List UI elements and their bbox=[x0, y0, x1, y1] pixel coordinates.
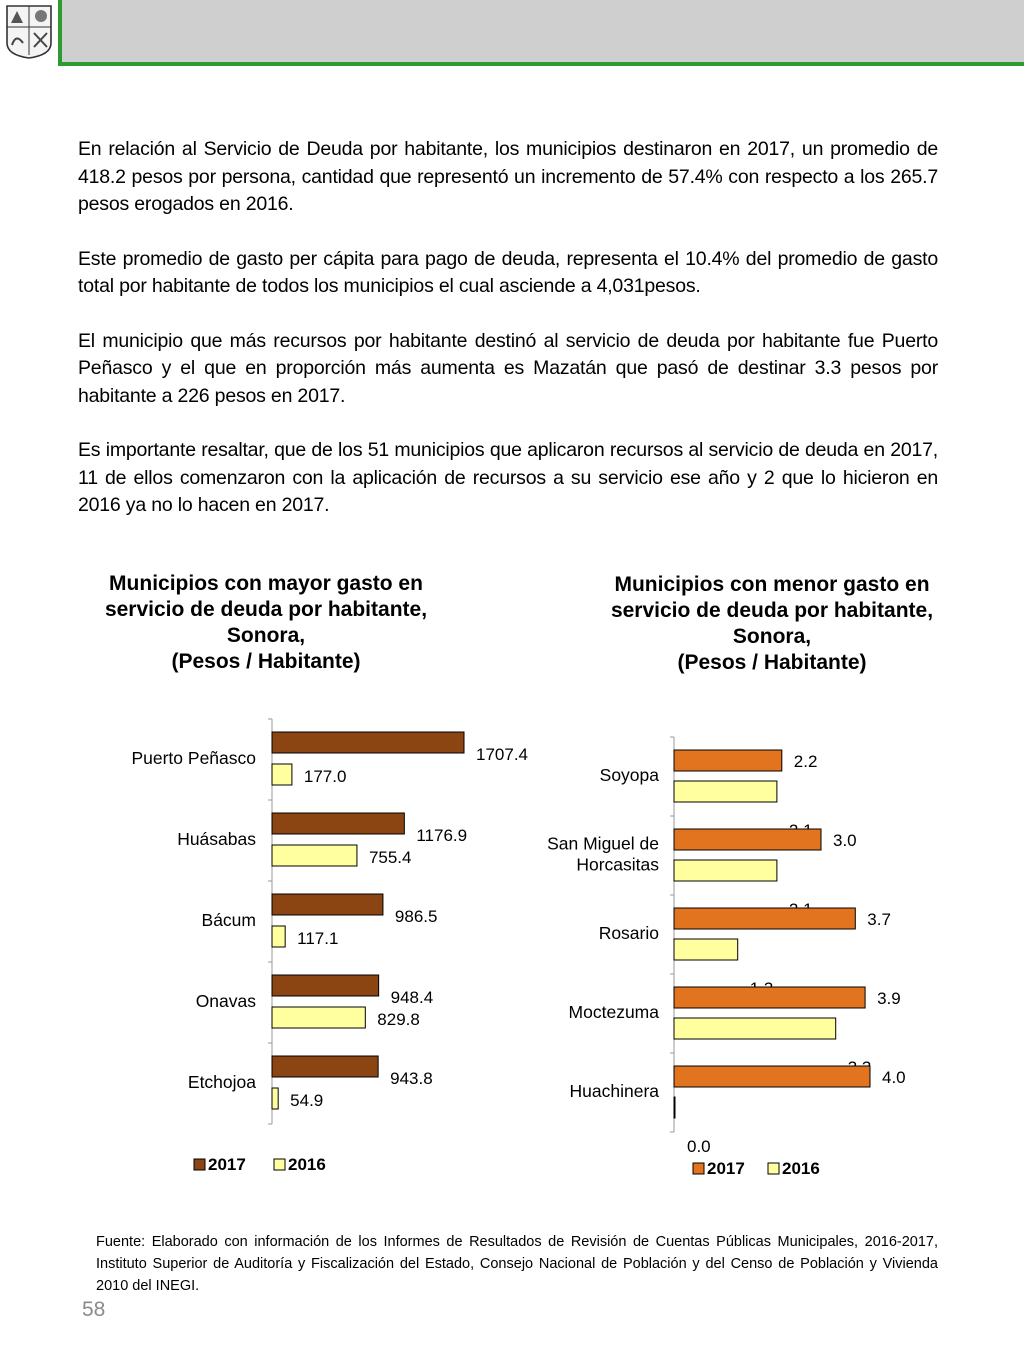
data-label: 943.8 bbox=[390, 1069, 433, 1088]
data-label: 3.0 bbox=[833, 831, 857, 850]
data-label: 3.9 bbox=[877, 989, 901, 1008]
category-label: Rosario bbox=[598, 923, 659, 943]
bar-2017 bbox=[272, 1056, 378, 1077]
data-label: 4.0 bbox=[882, 1068, 906, 1087]
right-chart-title bbox=[568, 572, 976, 676]
data-label: 54.9 bbox=[290, 1091, 324, 1110]
paragraph-1: En relación al Servicio de Deuda por habitante, los municipios destinaron en 2017, un promedio de 418.2 pesos por persona, cantidad que representó un incremento de 57.4% con respecto a los 265.7 pesos erogados en 2016. bbox=[78, 138, 938, 215]
left-chart-title bbox=[62, 571, 470, 675]
left-bar-chart bbox=[90, 710, 560, 1190]
data-label: 2.2 bbox=[793, 752, 818, 771]
paragraph-4: Es importante resaltar, que de los 51 municipios que aplicaron recursos al servicio de deuda en 2017, 11 de ellos comenzaron con la aplicación de recursos a su servicio ese año y 2 que lo hicieron en 2016 ya no lo hacen en 2017. bbox=[78, 439, 938, 516]
bar-2017 bbox=[674, 908, 855, 929]
bar-2017 bbox=[674, 1066, 870, 1087]
legend-label: 2016 bbox=[782, 1159, 820, 1178]
category-label: San Miguel de bbox=[547, 833, 659, 854]
legend-label: 2016 bbox=[288, 1155, 326, 1174]
data-label: 3.7 bbox=[867, 910, 891, 929]
category-label: Moctezuma bbox=[568, 1002, 659, 1022]
legend-swatch bbox=[693, 1163, 704, 1174]
bar-2017 bbox=[272, 894, 383, 915]
left-chart-title-line: (Pesos / Habitante) bbox=[171, 650, 361, 673]
bar-2016 bbox=[674, 860, 777, 881]
bar-2016 bbox=[674, 939, 738, 960]
bar-2017 bbox=[674, 829, 821, 850]
data-label: 755.4 bbox=[368, 848, 412, 867]
data-label: 1176.9 bbox=[416, 826, 468, 845]
legend-swatch bbox=[768, 1163, 779, 1174]
category-label: Huásabas bbox=[177, 829, 256, 849]
paragraph-3: El municipio que más recursos por habitante destinó al servicio de deuda por habitante fue Puerto Peñasco y el que en proporción más aumenta es Mazatán que pasó de destinar 3.3 pesos por habitante a 226 pesos en 2017. bbox=[78, 329, 938, 407]
bar-2016 bbox=[674, 1097, 675, 1118]
bar-2016 bbox=[674, 1018, 836, 1039]
paragraph-2: Este promedio de gasto per cápita para pago de deuda, representa el 10.4% del promedio de gasto total por habitante de todos los municipios el cual asciende a 4,031pesos. bbox=[78, 247, 938, 297]
bar-2016 bbox=[272, 1007, 365, 1028]
bar-2016 bbox=[272, 845, 357, 866]
bar-2016 bbox=[272, 1088, 278, 1109]
category-label: Huachinera bbox=[569, 1081, 659, 1101]
category-label: Etchojoa bbox=[187, 1072, 256, 1092]
right-chart-title-line: Sonora, bbox=[732, 625, 812, 648]
data-label: 177.0 bbox=[303, 767, 347, 786]
bar-2016 bbox=[674, 781, 777, 802]
category-label: Puerto Peñasco bbox=[131, 748, 256, 768]
left-chart-title-line: Sonora, bbox=[226, 624, 306, 647]
data-label: 117.1 bbox=[297, 929, 339, 948]
source-note: Fuente: Elaborado con información de los Informes de Resultados de Revisión de Cuentas Públicas Municipales, 2016-2017, Instituto Superior de Auditoría y Fiscalización del Estado, Consejo Nacional de Población y del Censo de Población y Vivienda 2010 del INEGI. bbox=[96, 1234, 938, 1294]
bar-2017 bbox=[674, 750, 782, 771]
state-seal-icon bbox=[3, 3, 55, 61]
right-chart-title-line: servicio de deuda por habitante, bbox=[610, 599, 934, 622]
bar-2017 bbox=[272, 732, 464, 753]
left-chart-title-line: Municipios con mayor gasto en bbox=[109, 572, 423, 595]
right-bar-chart bbox=[528, 710, 948, 1190]
data-label: 0.0 bbox=[687, 1137, 711, 1156]
legend-swatch bbox=[194, 1159, 205, 1170]
right-chart-title-line: Municipios con menor gasto en bbox=[614, 573, 930, 596]
bar-2016 bbox=[272, 926, 285, 947]
category-label: Onavas bbox=[195, 991, 256, 1011]
category-label: Horcasitas bbox=[576, 854, 659, 875]
header-bar bbox=[0, 0, 1024, 66]
page-number: 58 bbox=[82, 1298, 106, 1321]
body-text bbox=[78, 136, 938, 547]
data-label: 1707.4 bbox=[476, 745, 528, 764]
legend-label: 2017 bbox=[208, 1155, 246, 1174]
bar-2017 bbox=[272, 975, 379, 996]
bar-2017 bbox=[272, 813, 404, 834]
data-label: 948.4 bbox=[390, 988, 434, 1007]
left-chart-title-line: servicio de deuda por habitante, bbox=[104, 598, 428, 621]
state-logo bbox=[0, 0, 62, 66]
category-label: Bácum bbox=[201, 910, 256, 930]
category-label: Soyopa bbox=[599, 765, 659, 785]
bar-2016 bbox=[272, 764, 292, 785]
right-chart-title-line: (Pesos / Habitante) bbox=[677, 651, 867, 674]
legend-swatch bbox=[274, 1159, 285, 1170]
legend-label: 2017 bbox=[707, 1159, 745, 1178]
data-label: 829.8 bbox=[377, 1010, 420, 1029]
data-label: 986.5 bbox=[394, 907, 438, 926]
bar-2017 bbox=[674, 987, 865, 1008]
